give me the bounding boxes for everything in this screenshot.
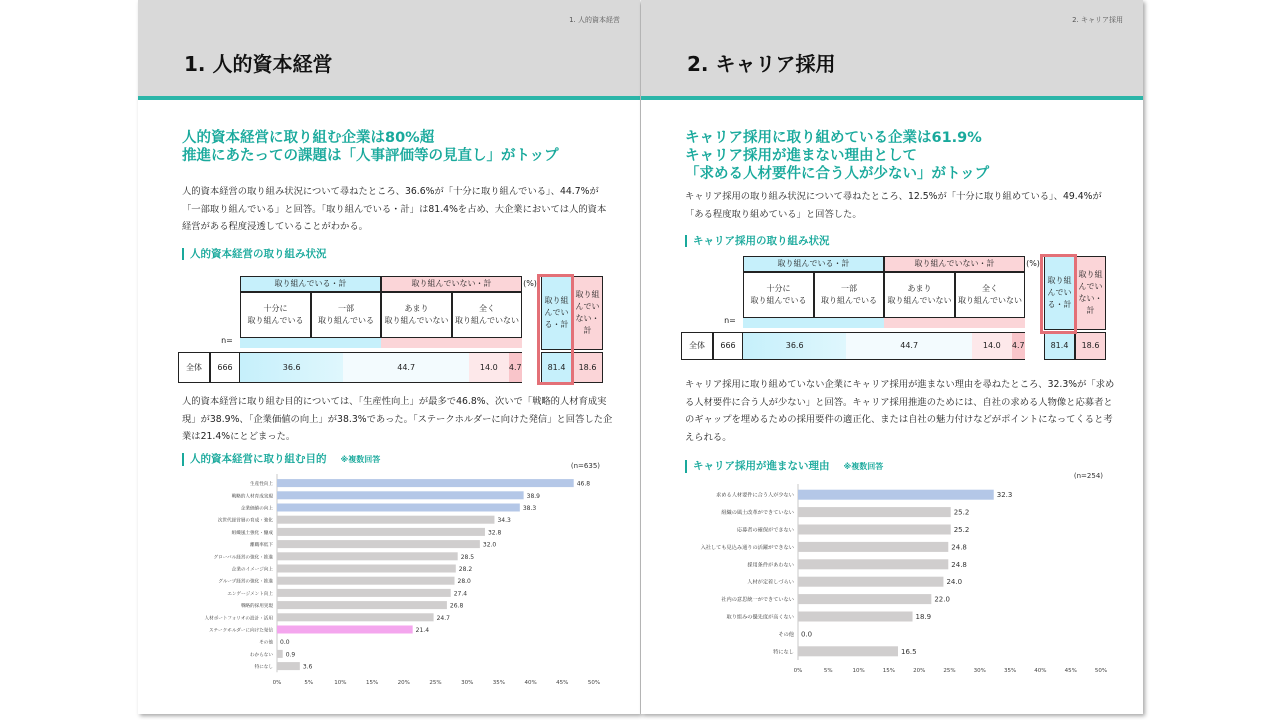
- value-label: 24.8: [951, 543, 967, 552]
- value-label: 24.7: [436, 614, 450, 622]
- category-label: 組織風土強化・醸成: [231, 530, 273, 536]
- value-label: 0.0: [280, 639, 290, 647]
- value-label: 26.8: [449, 602, 464, 610]
- subheading-note: ※複数回答: [340, 455, 381, 464]
- subheading-status: 人的資本経営の取り組み状況: [182, 248, 327, 260]
- x-tick-label: 15%: [882, 668, 896, 674]
- value-label: 28.0: [457, 578, 471, 586]
- row-label: 全体: [681, 332, 713, 360]
- value-label: 38.3: [522, 505, 537, 512]
- bar: [277, 528, 485, 536]
- value-label: 24.0: [946, 578, 963, 587]
- highlight-box: [537, 274, 574, 385]
- category-label: 企業価値の向上: [240, 506, 273, 512]
- group-header-no: 取り組んでいない・計: [381, 276, 522, 292]
- x-tick-label: 25%: [429, 680, 442, 687]
- bar: [277, 491, 524, 499]
- x-tick-label: 30%: [461, 680, 474, 687]
- group-header-yes: 取り組んでいる・計: [743, 256, 884, 272]
- bar-segment: 14.0: [469, 353, 509, 382]
- color-key-no: [381, 338, 522, 348]
- category-label: グローバル経営の強化・推進: [213, 555, 273, 561]
- bar-segment: 4.7: [509, 353, 522, 382]
- col-header: あまり 取り組んでいない: [381, 292, 452, 338]
- reason-bar-chart: [685, 484, 1125, 674]
- category-label: 次世代経営層の育成・強化: [217, 518, 273, 524]
- bar-segment: 14.0: [972, 333, 1012, 359]
- category-label: 人材が定着しづらい: [747, 579, 794, 586]
- value-label: 22.0: [934, 595, 950, 604]
- bar: [277, 613, 434, 621]
- x-tick-label: 45%: [1064, 668, 1077, 674]
- total-yes-header: 取り組んでいる・計: [1044, 256, 1075, 330]
- bar: [798, 490, 994, 500]
- bar: [277, 626, 413, 634]
- stacked-bar: [240, 352, 522, 383]
- bar: [798, 646, 898, 656]
- value-label: 3.6: [302, 663, 313, 671]
- bar: [798, 577, 943, 587]
- col-header: 一部 取り組んでいる: [814, 272, 884, 318]
- col-header: 十分に 取り組んでいる: [240, 292, 311, 338]
- value-label: 25.2: [953, 526, 970, 534]
- col-header: 十分に 取り組んでいる: [743, 272, 814, 318]
- x-tick-label: 50%: [587, 680, 601, 687]
- category-label: 入社しても見込み通りの活躍ができない: [700, 544, 794, 551]
- category-label: わからない: [250, 652, 273, 658]
- document-page-1: [138, 0, 640, 714]
- total-no-header: 取り組んでいない・計: [572, 276, 603, 350]
- bar: [798, 559, 948, 569]
- value-label: 38.9: [526, 492, 540, 500]
- bar: [277, 601, 447, 609]
- status-table: [178, 276, 608, 386]
- headline-line-1: キャリア採用に取り組めている企業は61.9%: [685, 130, 982, 146]
- bar-segment: 36.6: [743, 333, 846, 359]
- x-tick-label: 20%: [397, 680, 410, 687]
- purpose-bar-chart: [182, 474, 622, 690]
- x-tick-label: 30%: [973, 668, 986, 674]
- x-tick-label: 5%: [304, 680, 314, 687]
- page-header: [138, 0, 640, 100]
- category-label: その他: [778, 631, 794, 638]
- value-label: 28.5: [460, 553, 475, 561]
- col-header: 全く 取り組んでいない: [452, 292, 522, 338]
- n-label: n=: [724, 316, 736, 325]
- value-label: 0.9: [285, 651, 296, 659]
- category-label: 特になし: [254, 665, 273, 671]
- bar-segment: 44.7: [343, 353, 469, 382]
- reason-paragraph: キャリア採用に取り組めていない企業にキャリア採用が進まない理由を尋ねたところ、32.3%が「求める人材要件に合う人が少ない」と回答。キャリア採用推進のためには、自社の求める人物像と応募者とのギャップを埋めるための採用要件の適正化、または自社の魅力付けなどがポイントになってくると考えられる。: [685, 379, 1115, 443]
- x-tick-label: 50%: [1094, 668, 1108, 674]
- x-tick-label: 20%: [913, 668, 926, 674]
- row-label: 全体: [178, 352, 210, 383]
- value-label: 0.0: [801, 630, 813, 639]
- color-key-yes: [743, 318, 884, 328]
- x-tick-label: 0%: [272, 680, 282, 687]
- category-label: 人材ポートフォリオの設計・活用: [204, 616, 273, 622]
- bar-segment: 4.7: [1012, 333, 1025, 359]
- subheading-text: 人的資本経営に取り組む目的: [190, 453, 327, 465]
- category-label: 戦略的採用実現: [240, 604, 273, 610]
- subheading-text: キャリア採用が進まない理由: [693, 460, 830, 472]
- category-label: その他: [259, 640, 273, 646]
- value-label: 28.2: [458, 566, 473, 573]
- subheading-purpose: [182, 453, 380, 466]
- bar: [277, 589, 451, 597]
- purpose-paragraph: 人的資本経営に取り組む目的については、「生産性向上」が最多で46.8%、次いで「戦略的人材育成実現」が38.9%、「企業価値の向上」が38.3%であった。「ステークホルダーに向けた発信」と回答した企業は21.4%にとどまった。: [182, 396, 613, 442]
- category-label: エンゲージメント向上: [227, 591, 273, 597]
- value-label: 24.8: [951, 560, 967, 569]
- value-label: 25.2: [953, 508, 970, 517]
- x-tick-label: 45%: [556, 680, 569, 687]
- page-title: 1. 人的資本経営: [184, 52, 333, 76]
- total-yes-value: 81.4: [541, 352, 572, 383]
- category-label: 取り組みの優先度が高くない: [726, 614, 794, 621]
- category-label: 採用条件があわない: [747, 562, 794, 569]
- unit-label: (%): [523, 279, 537, 288]
- color-key-yes: [240, 338, 381, 348]
- total-no-header: 取り組んでいない・計: [1075, 256, 1106, 330]
- bar: [277, 577, 455, 585]
- category-label: 応募者の確保ができない: [736, 527, 794, 534]
- bar: [798, 507, 951, 517]
- document-page-2: [641, 0, 1143, 714]
- category-label: 求める人材要件に合う人が少ない: [716, 492, 794, 499]
- headline-line-2: 推進にあたっての課題は「人事評価等の見直し」がトップ: [182, 148, 559, 164]
- bar: [277, 540, 480, 548]
- page-header: [641, 0, 1143, 100]
- bar: [277, 516, 494, 524]
- x-tick-label: 25%: [943, 668, 956, 674]
- headline: [685, 129, 989, 183]
- bar: [798, 594, 931, 604]
- headline-line-3: 「求める人材要件に合う人が少ない」がトップ: [685, 166, 990, 182]
- category-label: 社内の意思統一ができていない: [721, 597, 794, 604]
- category-label: 戦略的人材育成実現: [231, 494, 273, 500]
- x-tick-label: 40%: [524, 680, 537, 687]
- intro-paragraph: 人的資本経営の取り組み状況について尋ねたところ、36.6%が「十分に取り組んでいる」、44.7%が「一部取り組んでいる」と回答。「取り組んでいる・計」は81.4%を占め、大企業においては人的資本経営がある程度浸透していることがわかる。: [182, 186, 607, 232]
- subheading-note: ※複数回答: [843, 462, 884, 471]
- bar: [798, 542, 948, 552]
- color-key-no: [884, 318, 1025, 328]
- group-header-yes: 取り組んでいる・計: [240, 276, 381, 292]
- total-yes-header: 取り組んでいる・計: [541, 276, 572, 350]
- subheading-reason: [685, 460, 883, 473]
- total-yes-value: 81.4: [1044, 332, 1075, 360]
- headline: [182, 129, 559, 165]
- x-tick-label: 35%: [492, 680, 506, 687]
- category-label: 生産性向上: [250, 482, 273, 488]
- section-label: 2. キャリア採用: [1072, 16, 1123, 24]
- category-label: 組織の風土改革ができていない: [721, 510, 794, 517]
- row-n: 666: [210, 352, 240, 383]
- value-label: 27.4: [453, 590, 468, 598]
- x-tick-label: 10%: [852, 668, 865, 674]
- sample-size: (n=635): [570, 462, 600, 470]
- value-label: 18.9: [915, 613, 932, 621]
- headline-line-2: キャリア採用が進まない理由として: [685, 148, 917, 164]
- col-header: あまり 取り組んでいない: [884, 272, 955, 318]
- bar: [277, 650, 283, 658]
- total-no-value: 18.6: [572, 352, 603, 383]
- category-label: 特になし: [773, 649, 794, 656]
- subheading-status: キャリア採用の取り組み状況: [685, 235, 830, 247]
- value-label: 32.3: [996, 491, 1013, 500]
- value-label: 46.8: [576, 480, 591, 488]
- sample-size: (n=254): [1073, 472, 1103, 480]
- highlight-box: [1040, 254, 1077, 334]
- bar: [798, 525, 951, 535]
- group-header-no: 取り組んでいない・計: [884, 256, 1025, 272]
- x-tick-label: 35%: [1003, 668, 1017, 674]
- bar: [798, 612, 913, 622]
- row-n: 666: [713, 332, 743, 360]
- status-table: [681, 256, 1111, 366]
- bar: [277, 565, 456, 573]
- col-header: 全く 取り組んでいない: [955, 272, 1025, 318]
- x-tick-label: 5%: [823, 668, 833, 674]
- n-label: n=: [221, 336, 233, 345]
- value-label: 21.4: [415, 627, 430, 634]
- x-tick-label: 10%: [334, 680, 347, 687]
- bar: [277, 662, 300, 670]
- total-no-value: 18.6: [1075, 332, 1106, 360]
- value-label: 34.3: [497, 517, 511, 525]
- value-label: 32.0: [482, 541, 497, 549]
- bar: [277, 552, 458, 560]
- category-label: 離職率低下: [250, 543, 273, 549]
- col-header: 一部 取り組んでいる: [311, 292, 381, 338]
- x-tick-label: 15%: [365, 680, 379, 687]
- section-label: 1. 人的資本経営: [569, 16, 620, 24]
- intro-paragraph: キャリア採用の取り組み状況について尋ねたところ、12.5%が「十分に取り組めている」、49.4%が「ある程度取り組めている」と回答した。: [685, 191, 1102, 220]
- x-tick-label: 40%: [1034, 668, 1047, 674]
- category-label: 企業のイメージ向上: [231, 567, 273, 573]
- bar-segment: 36.6: [240, 353, 343, 382]
- page-title: 2. キャリア採用: [687, 52, 836, 76]
- category-label: グループ経営の強化・推進: [218, 579, 273, 585]
- bar-segment: 44.7: [846, 333, 972, 359]
- bar: [277, 504, 520, 512]
- stacked-bar: [743, 332, 1025, 360]
- value-label: 16.5: [900, 647, 917, 656]
- value-label: 32.8: [487, 529, 502, 537]
- unit-label: (%): [1026, 259, 1040, 268]
- category-label: ステークホルダーに向けた発信: [208, 628, 273, 634]
- x-tick-label: 0%: [793, 668, 803, 674]
- bar: [277, 479, 574, 487]
- headline-line-1: 人的資本経営に取り組む企業は80%超: [182, 130, 435, 146]
